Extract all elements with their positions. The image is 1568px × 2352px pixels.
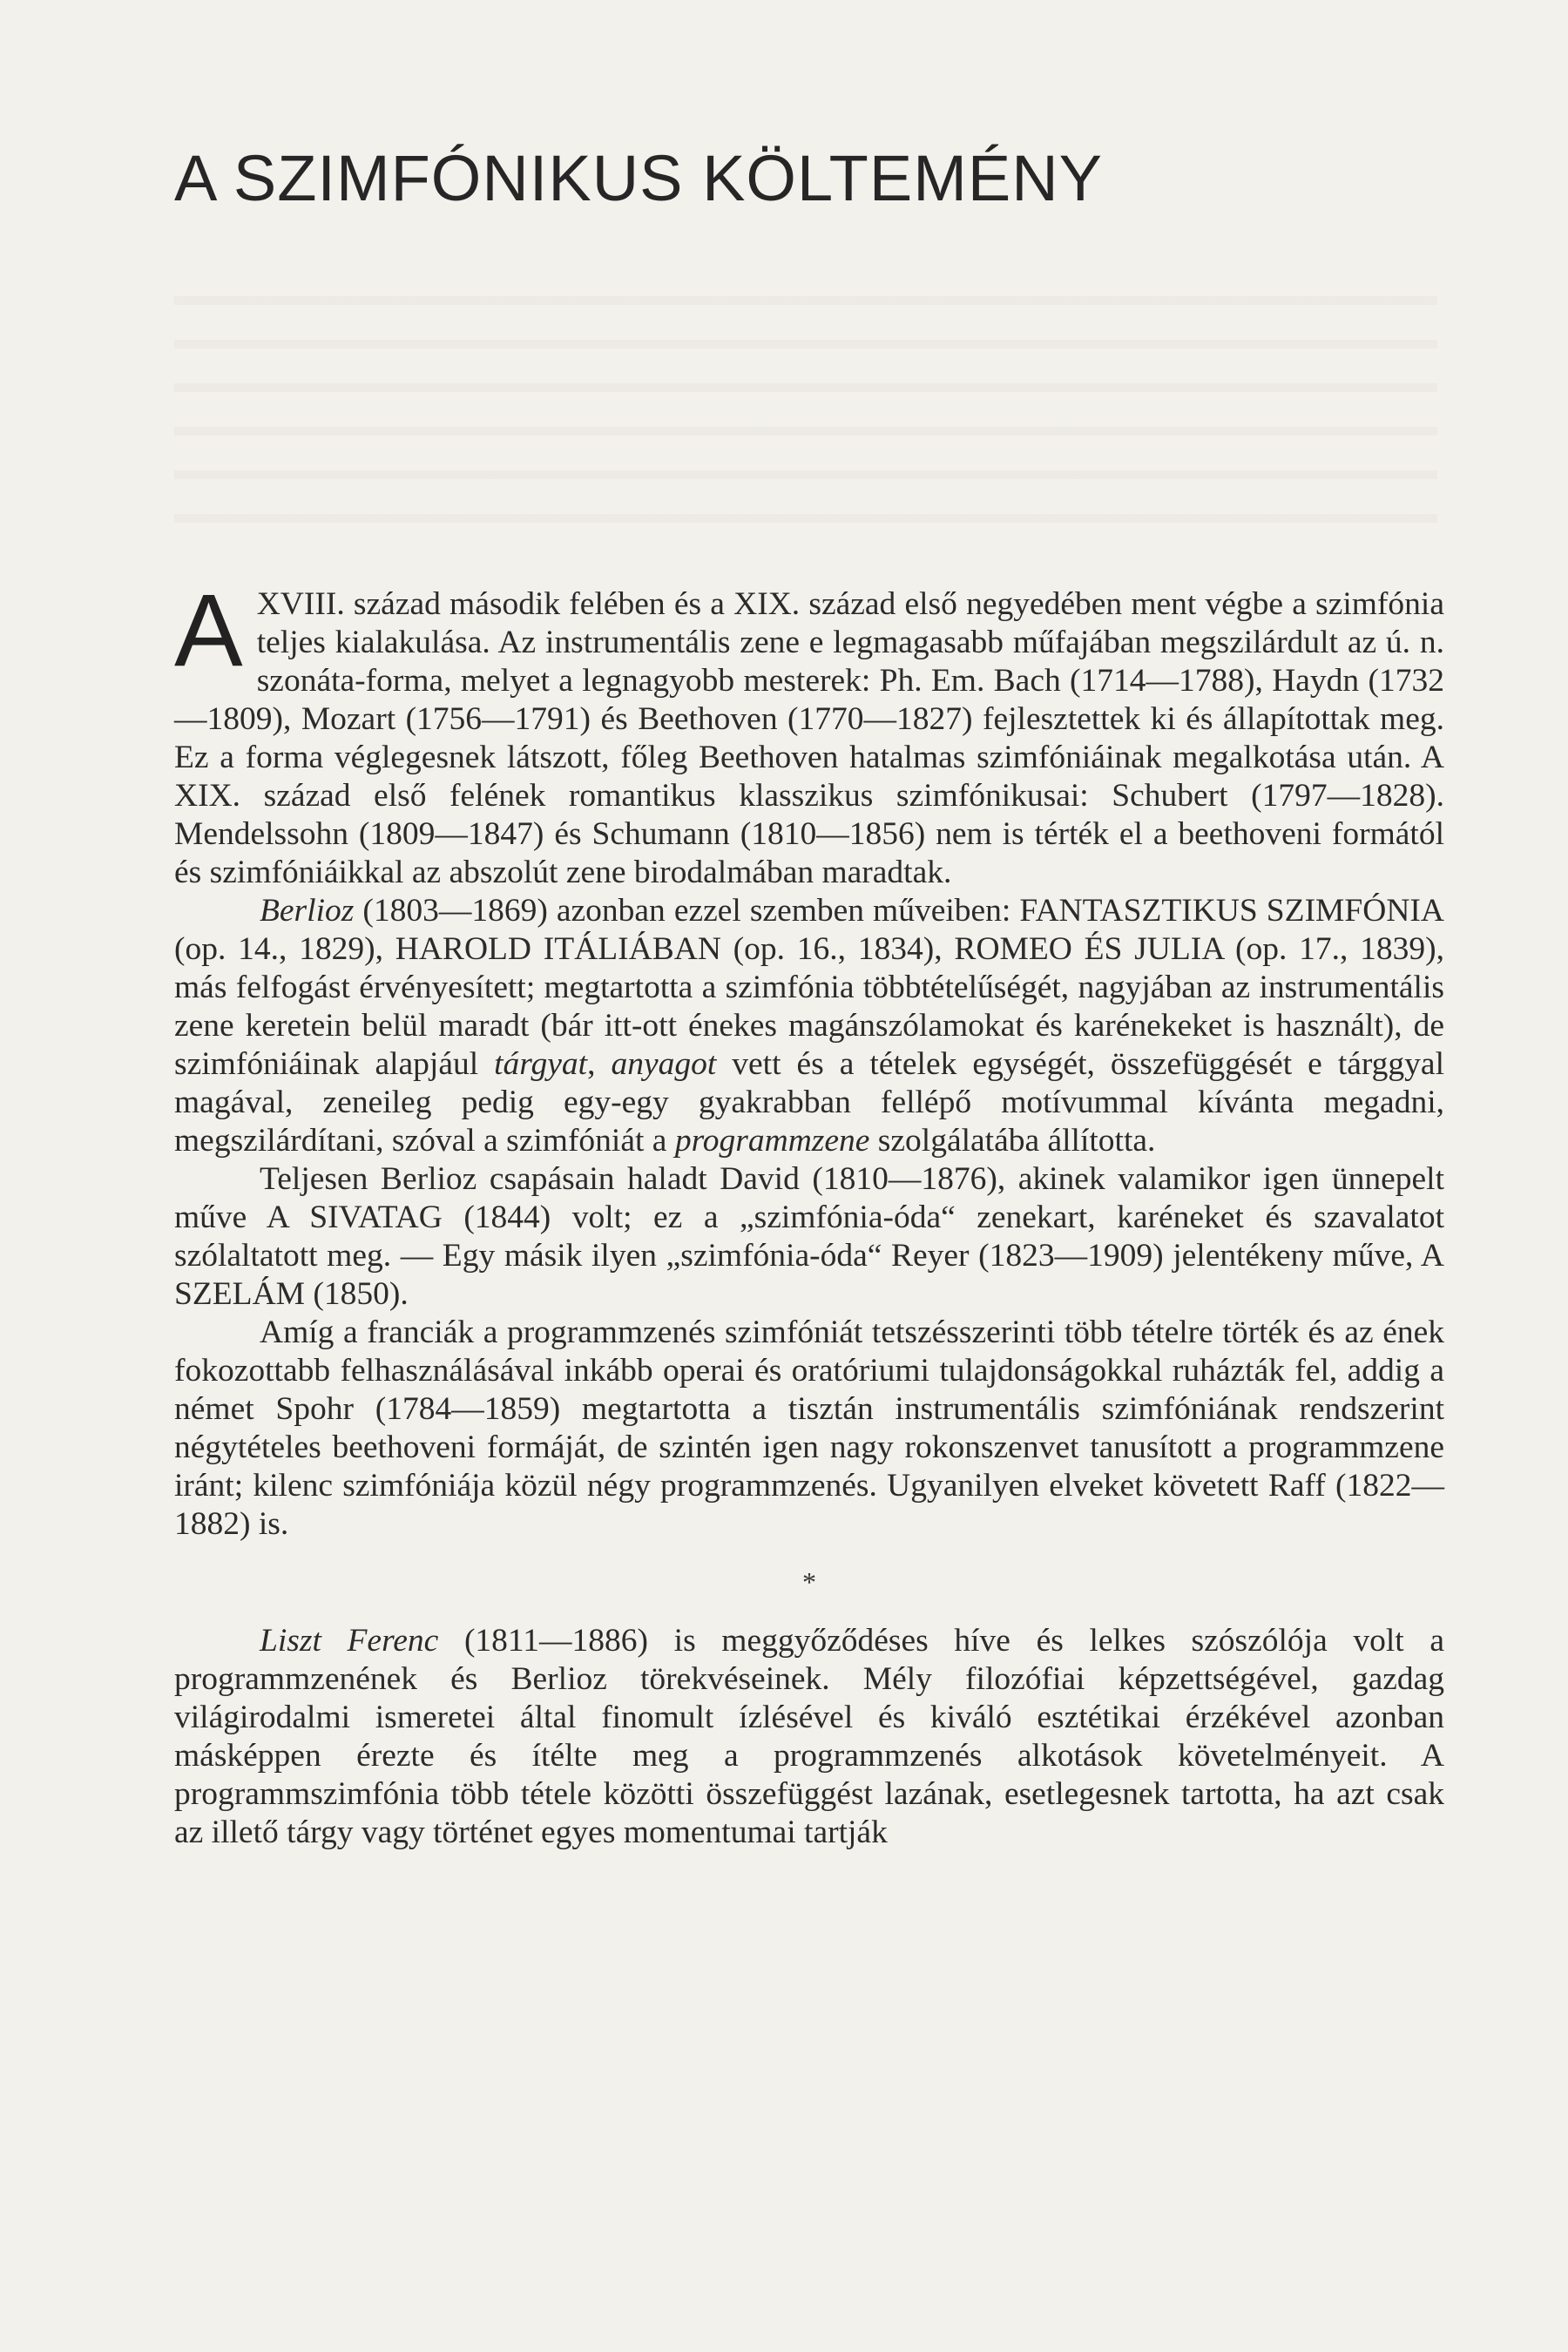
section-separator: * — [802, 1566, 816, 1598]
paragraph-2-text-b: , — [587, 1046, 612, 1082]
paragraph-4-text: Amíg a franciák a programmzenés szimfóniát tetszésszerinti több tételre törték és az ének fokozottabb felhasználásával inkább operai és oratóriumi tulajdonságokkal ruházták fel, addig a német Spohr (1784—1859) megtartotta a tisztán instrumentális szimfóniának rendszerint négytételes beethoveni formáját, de szintén igen nagy rokonszenvet tanusított a programmzene iránt; kilenc szimfóniája közül négy programmzenés. Ugyanilyen elveket követett Raff (1822—1882) is. — [174, 1315, 1444, 1542]
paragraph-1-text: XVIII. század második felében és a XIX. század első negyedében ment végbe a szimfónia teljes kialakulása. Az instrumentális zene e legmagasabb műfajában megszilárdult az ú. n. szonáta-forma, melyet a legnagyobb mesterek: Ph. Em. Bach (1714—1788), Haydn (1732—1809), Mozart (1756—1791) és Beethoven (1770—1827) fejlesztettek ki és állapítottak meg. Ez a forma véglegesnek látszott, főleg Beethoven hatalmas szimfóniáinak megalkotása után. A XIX. század első felének romantikus klasszikus szimfónikusai: Schubert (1797—1828). Mendelssohn (1809—1847) és Schumann (1810—1856) nem is térték el a beethoveni formától és szimfóniáikkal az abszolút zene birodalmában maradtak. — [174, 586, 1444, 890]
paragraph-2-text-a: (1803—1869) azonban ezzel szemben műveiben: FANTASZTIKUS SZIMFÓNIA (op. 14., 1829), HAROLD ITÁLIÁBAN (op. 16., 1834), ROMEO ÉS JULIA (op. 17., 1839), más felfogást érvényesített; megtartotta a szimfónia többtételűségét, nagyjában az instrumentális zene keretein belül maradt (bár itt-ott énekes magánszólamokat és karénekeket is használt), de szimfóniáinak alapjául — [174, 893, 1444, 1082]
paragraph-2-italic-c: programmzene — [674, 1123, 870, 1159]
paragraph-3-text: Teljesen Berlioz csapásain haladt David (1810—1876), akinek valamikor igen ünnepelt műve A SIVATAG (1844) volt; ez a „szimfónia-óda“ zenekart, karéneket és szavalatot szólaltatott meg. — Egy másik ilyen „szimfónia-óda“ Reyer (1823—1909) jelentékeny műve, A SZELÁM (1850). — [174, 1161, 1444, 1312]
paragraph-2-text-d: szolgálatába állította. — [869, 1123, 1156, 1159]
paragraph-2-italic-a: tárgyat — [494, 1046, 588, 1082]
paragraph-4 — [174, 1314, 1444, 1544]
body-text — [174, 573, 1444, 1852]
chapter-title: A SZIMFÓNIKUS KÖLTEMÉNY — [174, 142, 1104, 214]
paragraph-5 — [174, 1622, 1444, 1852]
paragraph-5-name: Liszt Ferenc — [260, 1623, 439, 1659]
paragraph-2 — [174, 892, 1444, 1160]
paragraph-2-italic-b: anyagot — [611, 1046, 717, 1082]
drop-cap: A — [174, 573, 243, 688]
paragraph-2-name: Berlioz — [260, 893, 355, 929]
paragraph-1 — [174, 573, 1444, 892]
paragraph-3 — [174, 1160, 1444, 1314]
show-through-bleed — [174, 261, 1437, 523]
paragraph-5-text: (1811—1886) is meggyőződéses híve és lelkes szószólója volt a programmzenének és Berlioz törekvéseinek. Mély filozófiai képzettségével, gazdag világirodalmi ismeretei által finomult ízlésével és kiváló esztétikai érzékével azonban másképpen érezte és ítélte meg a programmzenés alkotások követelményeit. A programmszimfónia több tétele közötti összefüggést lazának, esetlegesnek tartotta, ha azt csak az illető tárgy vagy történet egyes momentumai tartják — [174, 1623, 1444, 1850]
paragraph-2-text-c: vett és a tételek egységét, összefüggését e tárggyal magával, zeneileg pedig egy-egy gyakrabban fellépő motívummal kívánta megadni, megszilárdítani, szóval a szimfóniát a — [174, 1046, 1444, 1159]
